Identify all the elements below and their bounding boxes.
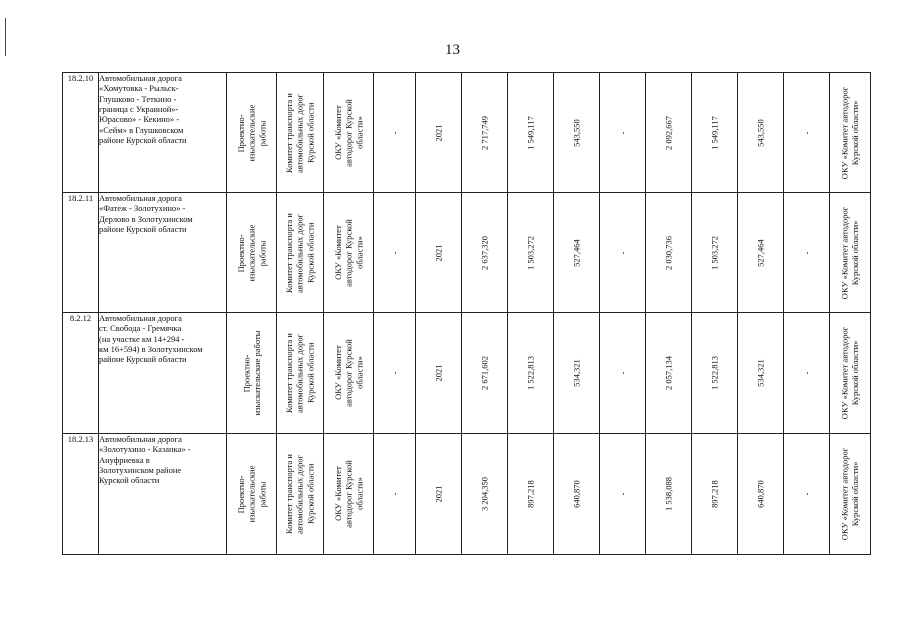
road-name-line: ст. Свобода - Гремячка xyxy=(99,323,182,334)
work-type-cell xyxy=(227,73,277,193)
road-name-cell xyxy=(99,73,227,193)
year-text: 2021 xyxy=(433,485,444,503)
text-line: Курской области» xyxy=(850,340,860,406)
customer-cell xyxy=(277,434,324,555)
table-body xyxy=(63,73,871,555)
contractor-cell xyxy=(324,73,374,193)
regional2-cell xyxy=(738,434,784,555)
dash-text: - xyxy=(617,251,628,254)
dash-cell xyxy=(374,313,416,434)
customer-cell xyxy=(277,193,324,313)
year-text: 2021 xyxy=(433,244,444,261)
total2-cell xyxy=(646,434,692,555)
text-line: Курской области» xyxy=(850,220,860,285)
year-cell xyxy=(416,434,462,555)
text-line: Проектно- xyxy=(235,233,246,272)
text-line: ОКУ «Комитет xyxy=(332,225,343,280)
text-line: Проектно- xyxy=(240,354,251,392)
total2-cell xyxy=(646,193,692,313)
regional2-text: 527,464 xyxy=(755,238,766,267)
responsible-cell xyxy=(830,73,871,193)
text-line: работы xyxy=(256,119,267,146)
regional-text: 543,550 xyxy=(571,118,582,147)
regional-cell xyxy=(554,313,600,434)
text-line: изыскательские xyxy=(246,465,257,523)
year-cell xyxy=(416,193,462,313)
year-cell xyxy=(416,73,462,193)
row-number: 18.2.11 xyxy=(63,193,99,313)
customer-text xyxy=(284,454,316,534)
year-cell xyxy=(416,313,462,434)
road-name-line: «Фатеж - Золотухино» - xyxy=(99,203,186,214)
text-line: Курской области» xyxy=(850,461,860,527)
total-text: 2 717,749 xyxy=(479,115,490,150)
road-name-line: Юрасово» - Кекино» - xyxy=(99,114,180,125)
customer-cell xyxy=(277,73,324,193)
year-text: 2021 xyxy=(433,124,444,141)
road-name-line: граница с Украиной»- xyxy=(99,104,179,115)
text-line: ОКУ «Комитет автодорог xyxy=(839,86,850,179)
regional-cell xyxy=(554,193,600,313)
federal-cell xyxy=(508,434,554,555)
total-cell xyxy=(462,193,508,313)
work-type-text xyxy=(241,331,262,416)
text-line: ОКУ «Комитет xyxy=(332,466,343,522)
road-name-line: Автомобильная дорога xyxy=(99,193,182,203)
dash-cell xyxy=(784,193,830,313)
customer-cell xyxy=(277,313,324,434)
regional2-cell xyxy=(738,313,784,434)
federal2-text: 897,218 xyxy=(709,480,720,508)
dash-cell xyxy=(600,193,646,313)
work-type-text xyxy=(236,224,268,281)
row-number: 18.2.10 xyxy=(63,73,99,193)
customer-text xyxy=(284,333,316,413)
contractor-text xyxy=(333,99,365,167)
text-line: Курской области xyxy=(305,222,316,283)
dash-text: - xyxy=(801,251,812,254)
road-name-line: «Сейм» в Глушковском xyxy=(99,124,184,135)
table-row xyxy=(63,193,871,313)
work-type-cell xyxy=(227,193,277,313)
text-line: работы xyxy=(256,481,267,507)
text-line: автомобильных дорог xyxy=(294,454,305,534)
total-text: 3 204,350 xyxy=(479,477,490,511)
page-number: 13 xyxy=(445,42,460,58)
road-name-line: (на участке км 14+294 - xyxy=(99,333,185,344)
dash-cell xyxy=(374,73,416,193)
dash-cell xyxy=(374,434,416,555)
regional2-text: 534,321 xyxy=(755,359,766,387)
regional2-cell xyxy=(738,193,784,313)
text-line: изыскательские xyxy=(246,224,257,281)
road-name-line: районе Курской области xyxy=(99,224,187,235)
text-line: Проектно- xyxy=(235,475,246,513)
contractor-text xyxy=(333,339,365,407)
road-name-line: Дерлово в Золотухинском xyxy=(99,213,193,224)
dash-text: - xyxy=(389,131,400,134)
contractor-cell xyxy=(324,193,374,313)
federal-cell xyxy=(508,73,554,193)
road-name-cell xyxy=(99,193,227,313)
total-text: 2 637,320 xyxy=(479,235,490,270)
federal2-cell xyxy=(692,193,738,313)
road-name-line: «Хомутовка - Рыльск- xyxy=(99,83,179,94)
regional2-cell xyxy=(738,73,784,193)
year-text: 2021 xyxy=(433,364,444,382)
table-row xyxy=(63,434,871,555)
dash-cell xyxy=(784,73,830,193)
responsible-cell xyxy=(830,193,871,313)
text-line: автодорог Курской xyxy=(343,98,354,167)
road-name-cell xyxy=(99,434,227,555)
regional-text: 640,870 xyxy=(571,480,582,508)
contractor-cell xyxy=(324,434,374,555)
responsible-text xyxy=(839,86,860,178)
dash-cell xyxy=(374,193,416,313)
federal-text: 1 522,813 xyxy=(525,356,536,390)
federal2-text: 1 522,813 xyxy=(709,356,720,390)
regional-text: 527,464 xyxy=(571,238,582,267)
dash-cell xyxy=(784,434,830,555)
text-line: ОКУ «Комитет xyxy=(332,105,343,160)
text-line: Курской области xyxy=(305,102,316,163)
road-name-line: км 16+594) в Золотухинском xyxy=(99,344,203,355)
regional-cell xyxy=(554,434,600,555)
total2-cell xyxy=(646,313,692,434)
dash-cell xyxy=(784,313,830,434)
federal2-text: 1 503,272 xyxy=(709,235,720,270)
road-name-line: Золотухинском районе xyxy=(99,465,182,476)
work-type-text xyxy=(236,466,268,523)
text-line: ОКУ «Комитет автодорог xyxy=(839,206,850,299)
total2-text: 2 057,134 xyxy=(663,356,674,390)
contractor-cell xyxy=(324,313,374,434)
text-line: Комитет транспорта и xyxy=(284,92,295,173)
road-name-line: районе Курской области xyxy=(99,135,187,146)
text-line: автодорог Курской xyxy=(343,339,354,407)
text-line: Комитет транспорта и xyxy=(284,454,295,534)
dash-cell xyxy=(600,73,646,193)
text-line: ОКУ «Комитет автодорог xyxy=(839,447,850,541)
responsible-text xyxy=(839,206,860,298)
federal-cell xyxy=(508,193,554,313)
text-line: области» xyxy=(353,236,364,269)
text-line: Курской области» xyxy=(850,100,860,165)
text-line: Комитет транспорта и xyxy=(284,333,295,413)
road-name-line: «Золотухино - Казанка» - xyxy=(99,444,191,455)
responsible-text xyxy=(839,327,860,419)
road-name-line: Глушково - Теткино - xyxy=(99,93,177,104)
federal-text: 1 549,117 xyxy=(525,115,536,150)
regional-text: 534,321 xyxy=(571,359,582,387)
text-line: области» xyxy=(353,477,364,511)
dash-text: - xyxy=(801,492,812,496)
text-line: автодорог Курской xyxy=(343,460,354,528)
federal2-cell xyxy=(692,73,738,193)
responsible-text xyxy=(839,448,860,540)
federal2-cell xyxy=(692,434,738,555)
work-type-cell xyxy=(227,313,277,434)
row-number: 18.2.13 xyxy=(63,434,99,555)
total2-text: 1 538,088 xyxy=(663,477,674,511)
regional2-text: 543,550 xyxy=(755,118,766,147)
contractor-text xyxy=(333,460,365,528)
federal-text: 1 503,272 xyxy=(525,235,536,270)
text-line: автодорог Курской xyxy=(343,218,354,287)
text-line: ОКУ «Комитет xyxy=(332,345,343,401)
customer-text xyxy=(284,93,316,173)
text-line: автомобильных дорог xyxy=(294,333,305,413)
dash-cell xyxy=(600,434,646,555)
dash-text: - xyxy=(389,492,400,496)
federal-text: 897,218 xyxy=(525,480,536,508)
road-name-line: Автомобильная дорога xyxy=(99,73,182,83)
dash-text: - xyxy=(389,251,400,254)
text-line: ОКУ «Комитет автодорог xyxy=(839,326,850,420)
row-number: 8.2.12 xyxy=(63,313,99,434)
road-name-line: Автомобильная дорога xyxy=(99,313,182,323)
road-name-line: Ануфриевка в xyxy=(99,454,150,465)
dash-text: - xyxy=(617,371,628,375)
text-line: области» xyxy=(353,116,364,149)
road-name-line: Автомобильная дорога xyxy=(99,434,182,444)
text-line: Курской области xyxy=(305,463,316,525)
total-cell xyxy=(462,313,508,434)
dash-cell xyxy=(600,313,646,434)
dash-text: - xyxy=(389,371,400,375)
road-name-line: районе Курской области xyxy=(99,354,187,365)
text-line: автомобильных дорог xyxy=(294,212,305,293)
dash-text: - xyxy=(617,131,628,134)
text-line: изыскательские работы xyxy=(251,330,262,416)
table-row xyxy=(63,73,871,193)
federal2-cell xyxy=(692,313,738,434)
text-line: Курской области xyxy=(305,342,316,404)
text-line: работы xyxy=(256,239,267,266)
customer-text xyxy=(284,213,316,293)
dash-text: - xyxy=(617,492,628,496)
table-row xyxy=(63,313,871,434)
federal2-text: 1 549,117 xyxy=(709,115,720,150)
contractor-text xyxy=(333,219,365,287)
text-line: изыскательские xyxy=(246,104,257,161)
text-line: автомобильных дорог xyxy=(294,92,305,173)
federal-cell xyxy=(508,313,554,434)
total2-text: 2 030,736 xyxy=(663,235,674,270)
responsible-cell xyxy=(830,434,871,555)
dash-text: - xyxy=(801,371,812,375)
road-name-line: Курской области xyxy=(99,475,160,486)
road-name-cell xyxy=(99,313,227,434)
text-line: Проектно- xyxy=(235,113,246,152)
work-type-text xyxy=(236,104,268,161)
total2-text: 2 092,667 xyxy=(663,115,674,150)
total-cell xyxy=(462,73,508,193)
total2-cell xyxy=(646,73,692,193)
program-table xyxy=(62,72,871,555)
total-cell xyxy=(462,434,508,555)
dash-text: - xyxy=(801,131,812,134)
regional2-text: 640,870 xyxy=(755,480,766,508)
work-type-cell xyxy=(227,434,277,555)
text-line: области» xyxy=(353,356,364,390)
total-text: 2 671,602 xyxy=(479,356,490,390)
text-line: Комитет транспорта и xyxy=(284,212,295,293)
responsible-cell xyxy=(830,313,871,434)
regional-cell xyxy=(554,73,600,193)
